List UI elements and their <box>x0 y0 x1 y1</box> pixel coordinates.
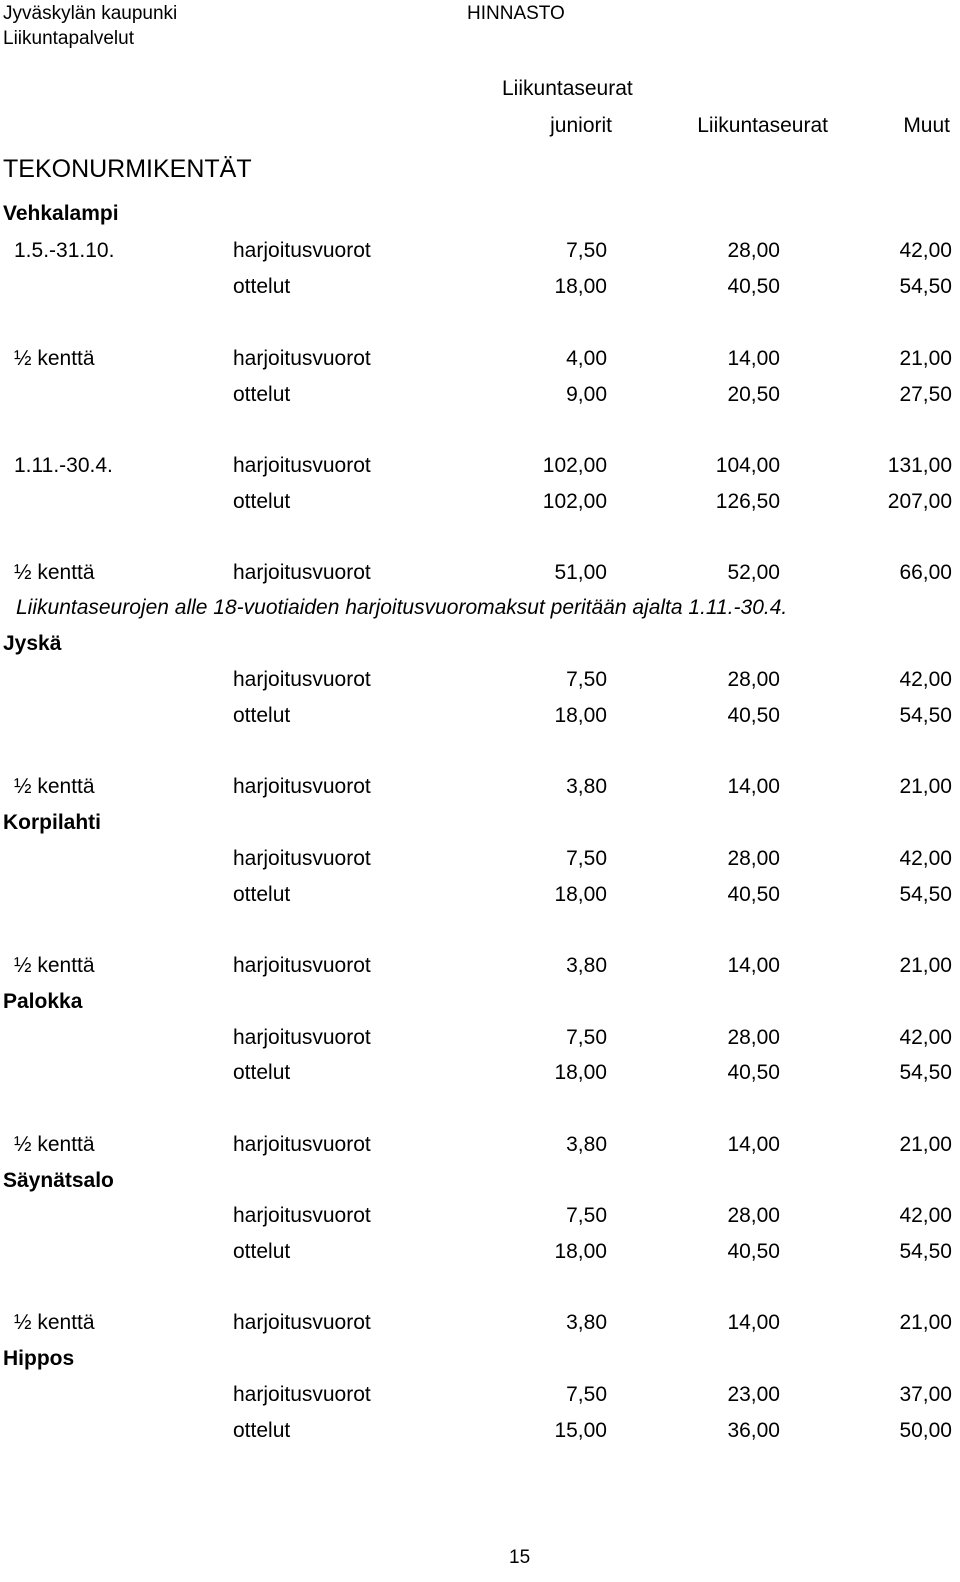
price-others: 21,00 <box>899 1133 952 1156</box>
row-type: harjoitusvuorot <box>233 1026 371 1049</box>
price-clubs: 28,00 <box>727 1026 780 1049</box>
section-title: TEKONURMIKENTÄT <box>3 155 252 183</box>
row-label: ½ kenttä <box>14 954 95 977</box>
price-others: 21,00 <box>899 775 952 798</box>
row-type: ottelut <box>233 383 291 406</box>
price-clubs: 40,50 <box>727 1240 780 1263</box>
venue-name: Hippos <box>3 1347 75 1370</box>
price-juniors: 3,80 <box>566 1311 607 1334</box>
price-juniors: 3,80 <box>566 954 607 977</box>
row-type: harjoitusvuorot <box>233 1311 371 1334</box>
price-clubs: 104,00 <box>715 454 780 477</box>
row-type: ottelut <box>233 275 291 298</box>
column-header-juniors-line1: Liikuntaseurat <box>502 77 633 100</box>
price-clubs: 23,00 <box>727 1383 780 1406</box>
price-clubs: 40,50 <box>727 1061 780 1084</box>
price-others: 66,00 <box>899 561 952 584</box>
price-juniors: 102,00 <box>542 454 607 477</box>
org-name: Jyväskylän kaupunki <box>3 3 178 24</box>
row-type: harjoitusvuorot <box>233 454 371 477</box>
venue-name: Palokka <box>3 990 83 1013</box>
column-header-others: Muut <box>903 114 950 137</box>
price-clubs: 126,50 <box>715 490 780 513</box>
price-clubs: 28,00 <box>727 1204 780 1227</box>
row-type: ottelut <box>233 1061 291 1084</box>
price-juniors: 18,00 <box>554 883 607 906</box>
row-type: harjoitusvuorot <box>233 1133 371 1156</box>
price-juniors: 7,50 <box>566 668 607 691</box>
row-label: ½ kenttä <box>14 775 95 798</box>
price-juniors: 18,00 <box>554 1240 607 1263</box>
price-others: 54,50 <box>899 883 952 906</box>
price-others: 21,00 <box>899 954 952 977</box>
row-label: ½ kenttä <box>14 561 95 584</box>
price-clubs: 14,00 <box>727 775 780 798</box>
row-label: 1.5.-31.10. <box>14 239 115 262</box>
price-juniors: 18,00 <box>554 275 607 298</box>
price-others: 54,50 <box>899 1240 952 1263</box>
price-others: 42,00 <box>899 668 952 691</box>
price-juniors: 7,50 <box>566 239 607 262</box>
price-clubs: 14,00 <box>727 954 780 977</box>
column-header-juniors-line2: juniorit <box>550 114 612 137</box>
row-type: harjoitusvuorot <box>233 847 371 870</box>
price-clubs: 28,00 <box>727 668 780 691</box>
row-type: ottelut <box>233 1240 291 1263</box>
org-department: Liikuntapalvelut <box>3 28 134 49</box>
price-clubs: 40,50 <box>727 704 780 727</box>
price-juniors: 18,00 <box>554 704 607 727</box>
price-clubs: 40,50 <box>727 275 780 298</box>
price-juniors: 18,00 <box>554 1061 607 1084</box>
row-type: ottelut <box>233 704 291 727</box>
price-clubs: 20,50 <box>727 383 780 406</box>
price-juniors: 51,00 <box>554 561 607 584</box>
price-others: 27,50 <box>899 383 952 406</box>
price-others: 54,50 <box>899 704 952 727</box>
price-others: 42,00 <box>899 847 952 870</box>
row-type: harjoitusvuorot <box>233 347 371 370</box>
price-clubs: 28,00 <box>727 847 780 870</box>
price-clubs: 14,00 <box>727 1311 780 1334</box>
price-juniors: 4,00 <box>566 347 607 370</box>
doc-title: HINNASTO <box>467 3 565 24</box>
row-label: ½ kenttä <box>14 1133 95 1156</box>
price-juniors: 3,80 <box>566 1133 607 1156</box>
row-type: harjoitusvuorot <box>233 1383 371 1406</box>
row-type: ottelut <box>233 1419 291 1442</box>
price-clubs: 52,00 <box>727 561 780 584</box>
row-type: harjoitusvuorot <box>233 239 371 262</box>
price-juniors: 3,80 <box>566 775 607 798</box>
price-others: 21,00 <box>899 1311 952 1334</box>
row-label: ½ kenttä <box>14 347 95 370</box>
row-type: harjoitusvuorot <box>233 775 371 798</box>
price-clubs: 40,50 <box>727 883 780 906</box>
row-type: harjoitusvuorot <box>233 954 371 977</box>
venue-name: Jyskä <box>3 632 62 655</box>
row-label: 1.11.-30.4. <box>14 454 113 477</box>
price-juniors: 9,00 <box>566 383 607 406</box>
price-clubs: 14,00 <box>727 1133 780 1156</box>
price-clubs: 28,00 <box>727 239 780 262</box>
price-others: 54,50 <box>899 275 952 298</box>
price-others: 54,50 <box>899 1061 952 1084</box>
price-others: 207,00 <box>887 490 952 513</box>
row-label: ½ kenttä <box>14 1311 95 1334</box>
fee-note: Liikuntaseurojen alle 18-vuotiaiden harjoitusvuoromaksut peritään ajalta 1.11.-30.4. <box>16 596 788 619</box>
price-juniors: 15,00 <box>554 1419 607 1442</box>
row-type: ottelut <box>233 883 291 906</box>
price-others: 50,00 <box>899 1419 952 1442</box>
price-juniors: 7,50 <box>566 1383 607 1406</box>
price-others: 131,00 <box>887 454 952 477</box>
venue-name: Vehkalampi <box>3 202 119 225</box>
price-juniors: 102,00 <box>542 490 607 513</box>
price-others: 42,00 <box>899 239 952 262</box>
row-type: harjoitusvuorot <box>233 668 371 691</box>
price-others: 42,00 <box>899 1026 952 1049</box>
price-juniors: 7,50 <box>566 1204 607 1227</box>
price-others: 21,00 <box>899 347 952 370</box>
column-header-clubs: Liikuntaseurat <box>697 114 828 137</box>
price-juniors: 7,50 <box>566 1026 607 1049</box>
page-number: 15 <box>509 1547 531 1568</box>
price-clubs: 36,00 <box>727 1419 780 1442</box>
row-type: harjoitusvuorot <box>233 561 371 584</box>
price-juniors: 7,50 <box>566 847 607 870</box>
price-others: 37,00 <box>899 1383 952 1406</box>
venue-name: Säynätsalo <box>3 1169 114 1192</box>
price-others: 42,00 <box>899 1204 952 1227</box>
venue-name: Korpilahti <box>3 811 101 834</box>
row-type: harjoitusvuorot <box>233 1204 371 1227</box>
price-clubs: 14,00 <box>727 347 780 370</box>
row-type: ottelut <box>233 490 291 513</box>
